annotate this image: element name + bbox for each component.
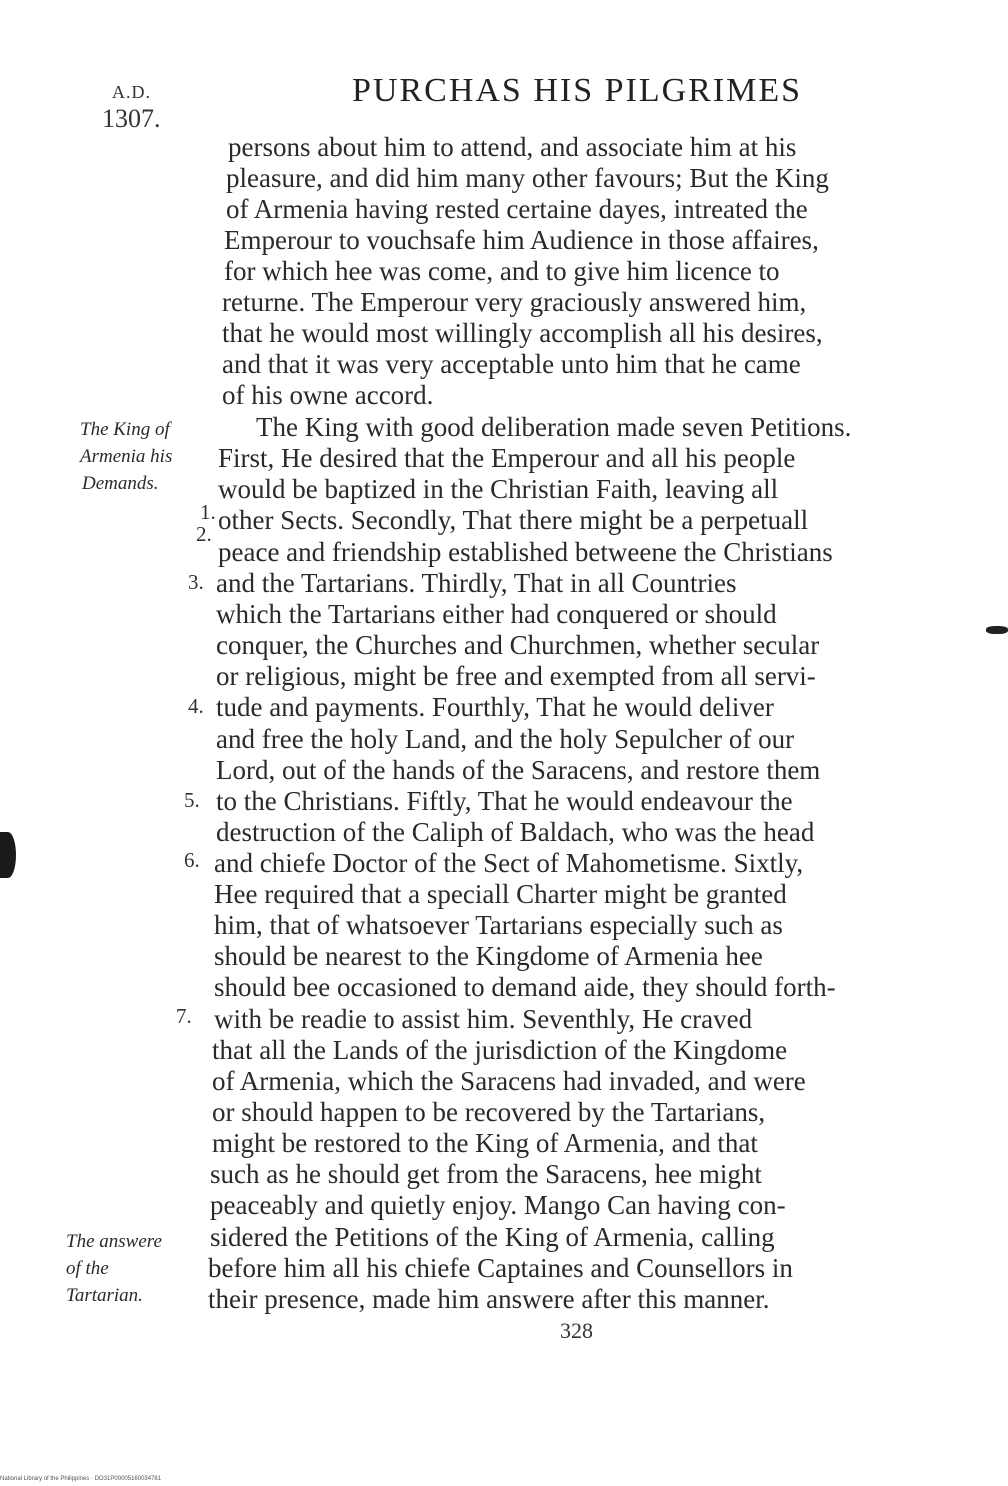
text-line: Lord, out of the hands of the Saracens, and restore them <box>216 755 821 785</box>
petition-number: 5. <box>184 788 200 812</box>
text-line: would be baptized in the Christian Faith, leaving all <box>218 474 779 504</box>
ad-year: 1307. <box>102 104 161 133</box>
text-line: with be readie to assist him. Seventhly, He craved <box>214 1004 753 1034</box>
text-line: and chiefe Doctor of the Sect of Mahometisme. Sixtly, <box>214 848 804 878</box>
edge-mark <box>986 626 1008 634</box>
text-line: to the Christians. Fiftly, That he would endeavour the <box>216 786 793 816</box>
text-line: peace and friendship established betweene the Christians <box>218 537 833 567</box>
text-line: tude and payments. Fourthly, That he would deliver <box>216 692 774 722</box>
text-line: should be nearest to the Kingdome of Armenia hee <box>214 941 763 971</box>
text-line: Hee required that a speciall Charter might be granted <box>214 879 787 909</box>
text-line: pleasure, and did him many other favours; But the King <box>226 163 829 193</box>
text-line: might be restored to the King of Armenia, and that <box>212 1128 758 1158</box>
text-line: and free the holy Land, and the holy Sepulcher of our <box>216 724 795 754</box>
text-line: should bee occasioned to demand aide, they should forth- <box>214 972 836 1002</box>
text-line: peaceably and quietly enjoy. Mango Can having con- <box>210 1190 786 1220</box>
text-line: The King with good deliberation made seven Petitions. <box>256 412 852 442</box>
text-line: destruction of the Caliph of Baldach, who was the head <box>216 817 815 847</box>
petition-number: 6. <box>184 848 200 872</box>
petition-number: 2. <box>196 522 212 546</box>
margin-note-demands: The King of Armenia his Demands. <box>80 419 173 494</box>
text-line: or should happen to be recovered by the Tartarians, <box>212 1097 766 1127</box>
text-line: and the Tartarians. Thirdly, That in all Countries <box>216 568 737 598</box>
petition-number: 7. <box>176 1004 192 1028</box>
margin-note-answere: The answere of the Tartarian. <box>66 1231 162 1306</box>
edge-blot <box>0 832 16 878</box>
petition-number: 1. <box>200 500 216 524</box>
text-line: sidered the Petitions of the King of Armenia, calling <box>210 1222 775 1252</box>
text-line: conquer, the Churches and Churchmen, whether secular <box>216 630 820 660</box>
text-line: which the Tartarians either had conquered or should <box>216 599 777 629</box>
text-line: their presence, made him answere after this manner. <box>208 1284 770 1314</box>
petition-number: 4. <box>188 694 204 718</box>
text-line: other Sects. Secondly, That there might be a perpetuall <box>218 505 809 535</box>
ad-label: A.D. <box>112 82 151 102</box>
text-line: that he would most willingly accomplish all his desires, <box>222 318 823 348</box>
text-line: or religious, might be free and exempted from all servi- <box>216 661 816 691</box>
text-line: that all the Lands of the jurisdiction of the Kingdome <box>212 1035 788 1065</box>
text-line: Emperour to vouchsafe him Audience in those affaires, <box>224 225 819 255</box>
text-line: before him all his chiefe Captaines and Counsellors in <box>208 1253 793 1283</box>
text-line: such as he should get from the Saracens, hee might <box>210 1159 762 1189</box>
text-line: persons about him to attend, and associate him at his <box>228 132 797 162</box>
text-line: of his owne accord. <box>222 380 434 410</box>
text-line: and that it was very acceptable unto him that he came <box>222 349 801 379</box>
petition-number: 3. <box>188 570 204 594</box>
text-line: him, that of whatsoever Tartarians especially such as <box>214 910 783 940</box>
page-number: 328 <box>560 1318 593 1343</box>
text-line: returne. The Emperour very graciously answered him, <box>222 287 807 317</box>
text-line: of Armenia having rested certaine dayes, intreated the <box>226 194 808 224</box>
text-line: of Armenia, which the Saracens had invaded, and were <box>212 1066 806 1096</box>
running-title: PURCHAS HIS PILGRIMES <box>352 72 803 109</box>
text-line: First, He desired that the Emperour and all his people <box>218 443 796 473</box>
footer-stamp: National Library of the Philippines · DO31P00005160034781 <box>0 1476 162 1482</box>
text-line: for which hee was come, and to give him licence to <box>224 256 780 286</box>
